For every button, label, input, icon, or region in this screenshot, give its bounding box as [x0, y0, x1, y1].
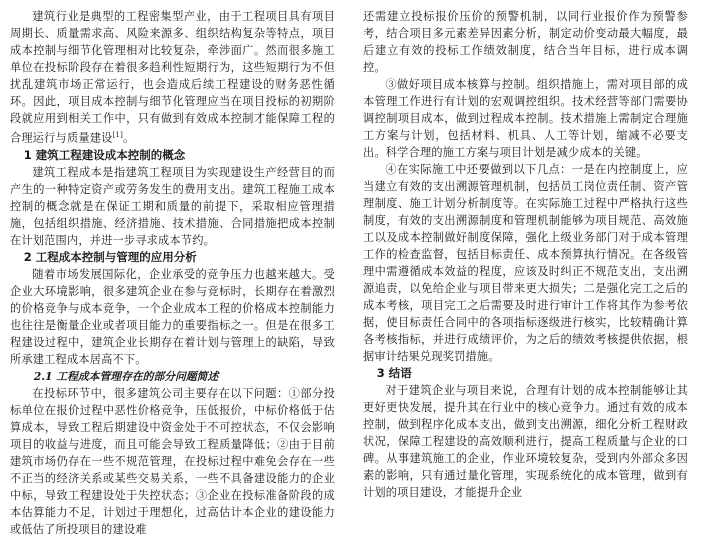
point-4-paragraph: ④在实际施工中还要做到以下几点：一是在内控制度上，应当建立有效的支出溯源管理机制，包括员工岗位责任制、资产管理制度、施工计划分析制度等。在实际施工过程中严格执行这些制度，有效的支出溯源制度和管理机制能够为项目规范、高效施工以及成本控制做好制度保障，强化上级业务部门对于成本管理工作的检查监督，包括目标责任、成本预算执行情况。在各级管理中需遵循成本效益的程度，应该及时纠正不规范支出，支出溯源追责，以免给企业与项目带来更大损失；二是强化完工之后的成本考核，项目完工之后需要及时进行审计工作将其作为参考依据，使目标责任合同中的各项指标逐级进行核实，比较精确计算各考核指标，并进行成绩评价，为之后的绩效考核提供依据，根据审计结果兑现奖罚措施。: [363, 163, 688, 363]
subsection-2-1-paragraph: 在投标环节中，很多建筑公司主要存在以下问题：①部分投标单位在报价过程中恶性价格竞争，压低报价，中标价格低于估算成本，导致工程后期建设中资金处于不可控状态，不仅会影响项目的收益与进度，而且可能会导致工程质量降低；②由于目前建筑市场仍存在一些不规范管理，在投标过程中难免会存在一些不正当的经济关系或某些交易关系，一些不具备建设能力的企业中标，导致工程建设处于失控状态；③企业在投标准备阶段的成本估算能力不足，计划过于理想化，过高估计本企业的建设能力或低估了所投项目的建设难: [10, 386, 335, 536]
intro-paragraph: [10, 8, 335, 147]
intro-end: 。: [123, 131, 135, 145]
section-1-heading: 1 建筑工程建设成本控制的概念: [23, 147, 186, 162]
section-3-heading: 3 结语: [376, 366, 412, 380]
section-2-heading: 2 工程成本控制与管理的应用分析: [23, 249, 197, 264]
section-1-paragraph: 建筑工程成本是指建筑工程项目为实现建设生产经营目的而产生的一种特定资产或劳务发生的费用支出。建筑工程施工成本控制的概念就是在保证工期和质量的前提下，采取相应管理措施，包括组织措施、经济措施、技术措施、合同措施把成本控制在计划范围内，并进一步寻求成本节约。: [10, 165, 335, 247]
conclusion-paragraph: 对于建筑企业与项目来说，合理有计划的成本控制能够让其更好更快发展，提升其在行业中的核心竞争力。通过有效的成本控制，做到程序化成本支出，做到支出溯源，细化分析工程财政状况，保障工程建设的高效顺利进行，提高工程质量与企业的口碑。从事建筑施工的企业，作业环境较复杂，受到内外部众多因素的影响，只有通过量化管理，实现系统化的成本管理，做到有计划的项目建设，才能提升企业: [363, 384, 688, 499]
point-3-paragraph: ③做好项目成本核算与控制。组织措施上，需对项目部的成本管理工作进行有计划的宏观调控组织。技术经营等部门需要协调控制项目成本，做到过程成本控制。技术措施上需制定合理施工方案与计划，包括材料、机具、人工等计划，缩减不必要支出。科学合理的施工方案与项目计划是减少成本的关键。: [363, 78, 688, 159]
right-column: [363, 8, 688, 501]
subsection-2-1-heading: 2.1 工程成本管理存在的部分问题简述: [33, 369, 219, 383]
citation-1: [1]: [112, 131, 124, 139]
intro-text: 建筑行业是典型的工程密集型产业，由于工程项目具有项目周期长、质量需求高、风险来源多、组织结构复杂等特点，项目成本控制与细节化管理相对比较复杂，牵涉面广。然而很多施工单位在投标阶段存在着很多趋利性短期行为，这些短期行为不但扰乱建筑市场正常运行，也会造成后续工程建设的财务恶性循环。因此，项目成本控制与细节化管理应当在项目投标的初期阶段就应用到相关工作中，只有做到有效成本控制才能保障工程的合理运行与质量建设: [10, 10, 335, 145]
section-2-paragraph: 随着市场发展国际化，企业承受的竞争压力也越来越大。受企业大环境影响，很多建筑企业在参与竞标时，长期存在着激烈的价格竞争与成本竞争，一个企业成本工程的价格成本控制能力也往往是衡量企业或者项目能力的重要指标之一。但是在很多工程建设过程中，建筑企业长期存在着计划与管理上的缺陷，导致所承建工程成本居高不下。: [10, 267, 335, 366]
left-column: [10, 8, 335, 538]
continued-paragraph: 还需建立投标报价压价的预警机制，以同行业报价作为预警参考，结合项目多元素差异因素分析，制定动价变动最大幅度，最后建立有效的投标工作绩效制度，结合当年目标，进行成本调控。: [363, 10, 688, 74]
